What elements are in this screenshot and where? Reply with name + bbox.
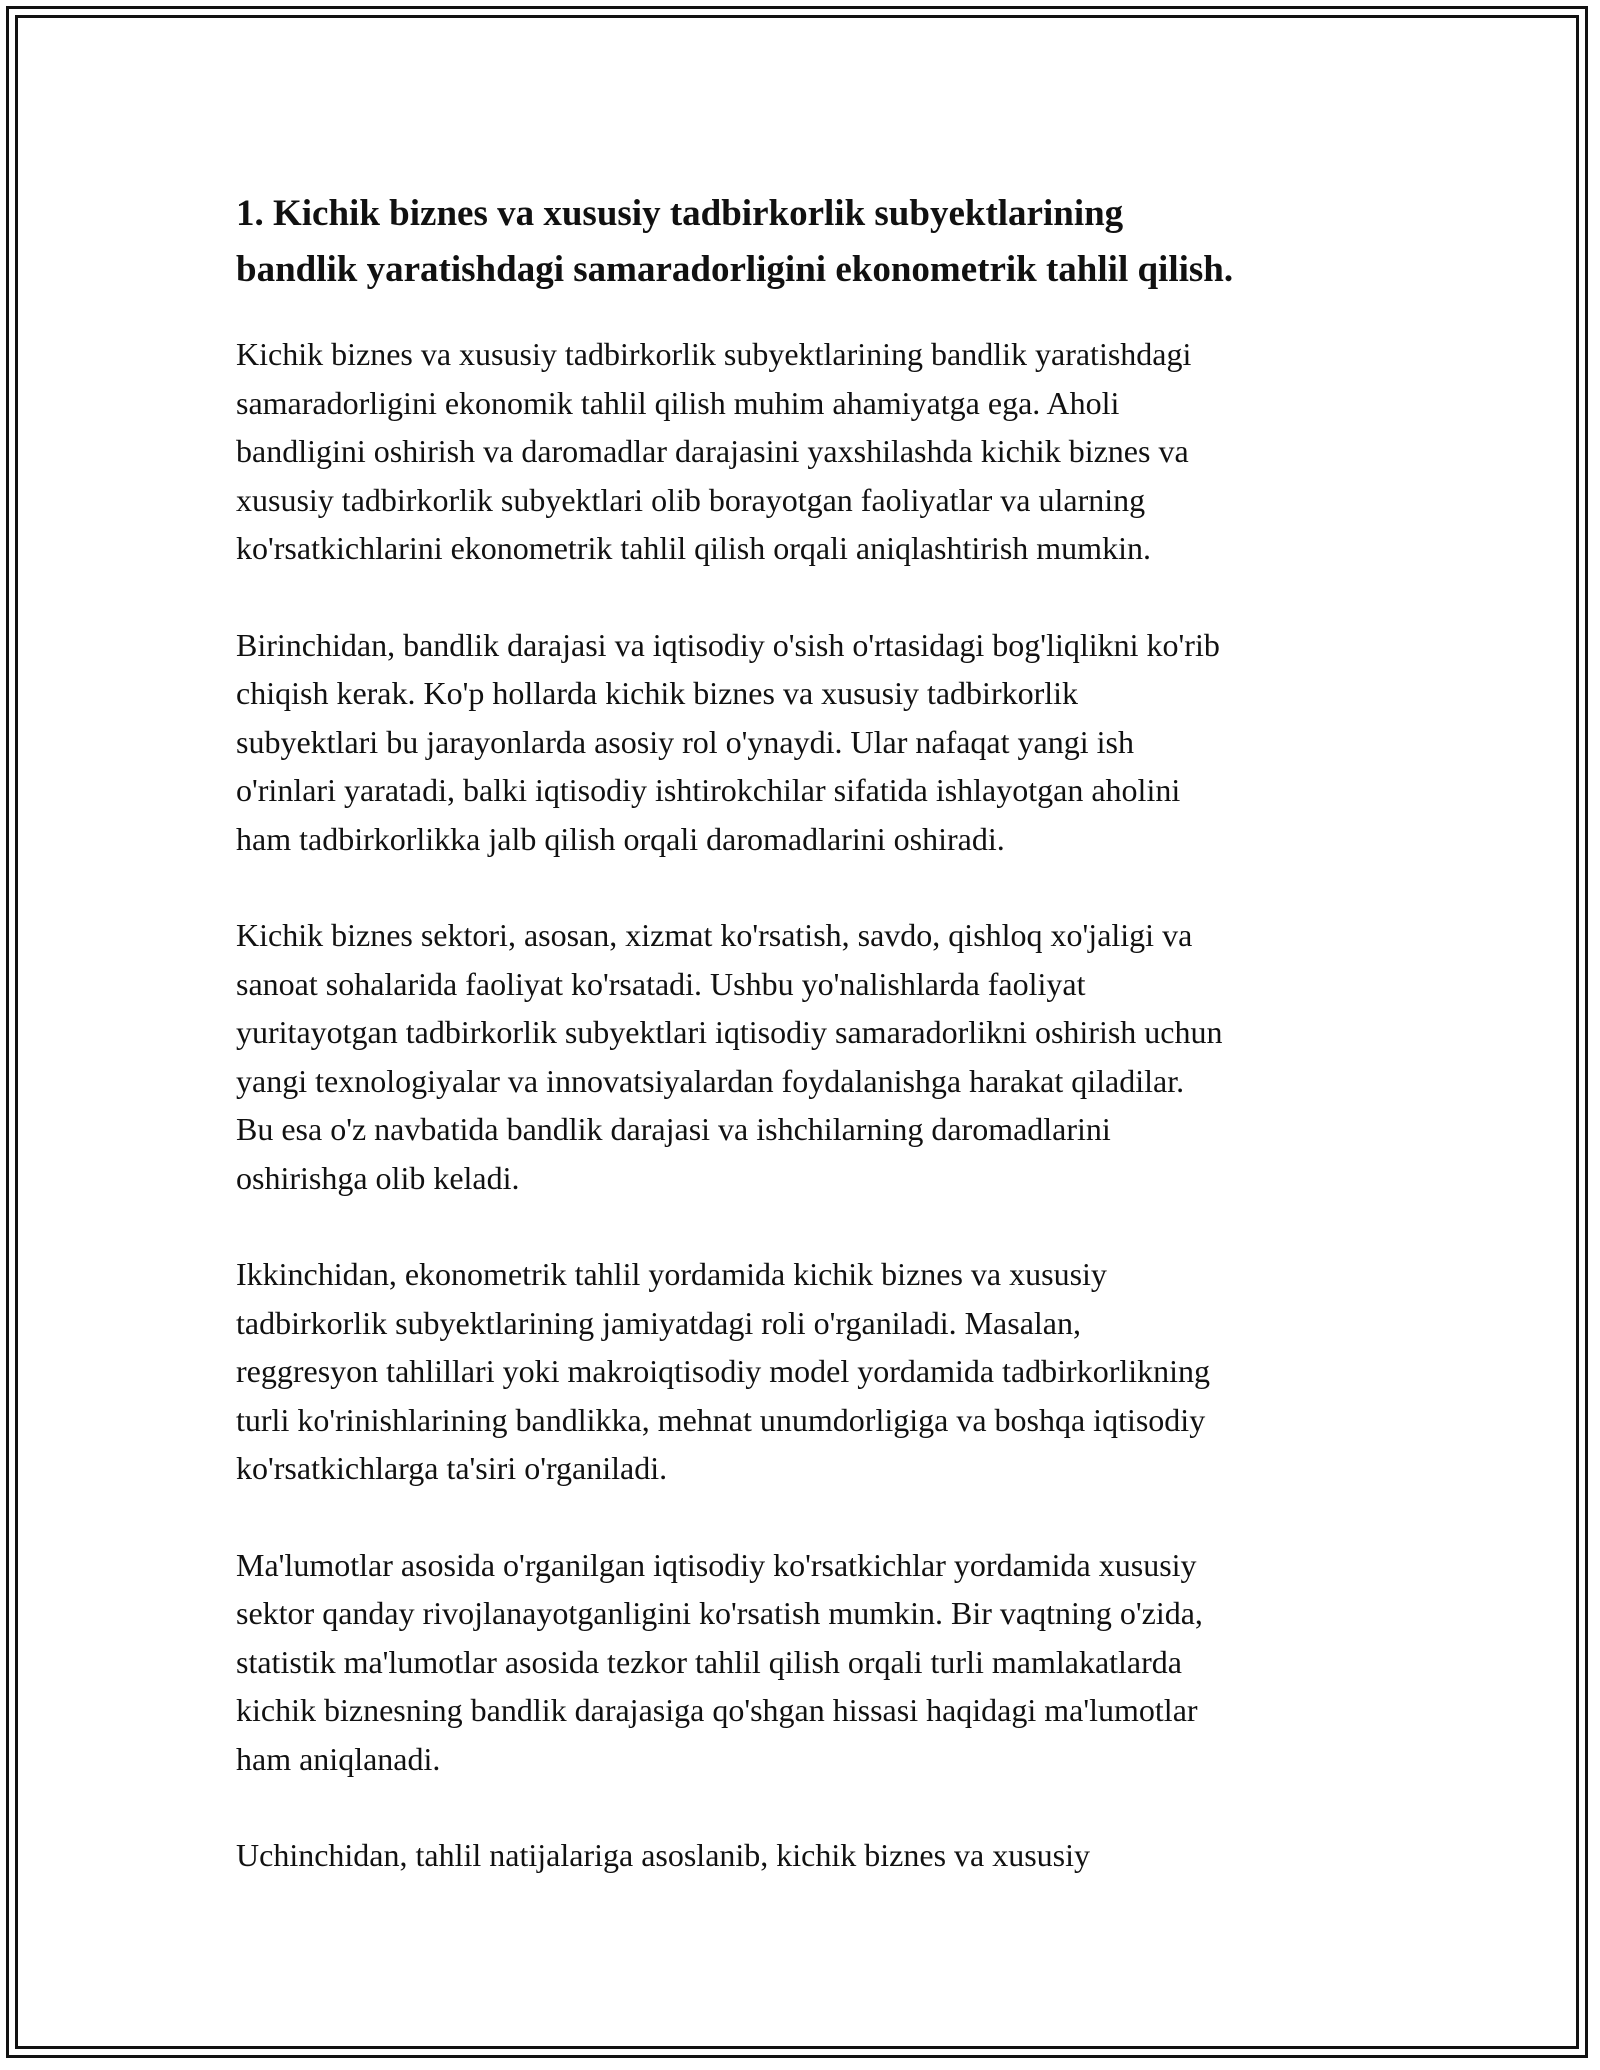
title-line: bandlik yaratishdagi samaradorligini ekonometrik tahlil qilish.	[236, 249, 1234, 290]
paragraph-2	[236, 621, 1376, 864]
text-line: sanoat sohalarida faoliyat ko'rsatadi. Ushbu yo'nalishlarda faoliyat	[236, 965, 1086, 1002]
text-line: oshirishga olib keladi.	[236, 1159, 520, 1196]
paragraph-5	[236, 1541, 1376, 1784]
paragraph-1	[236, 330, 1376, 573]
text-line: ham aniqlanadi.	[236, 1740, 441, 1777]
text-line: statistik ma'lumotlar asosida tezkor tahlil qilish orqali turli mamlakatlarda	[236, 1643, 1182, 1680]
section-title	[236, 186, 1376, 298]
text-line: ko'rsatkichlarga ta'siri o'rganiladi.	[236, 1450, 668, 1486]
text-line: turli ko'rinishlarining bandlikka, mehnat unumdorligiga va boshqa iqtisodiy	[236, 1401, 1206, 1438]
text-line: Uchinchidan, tahlil natijalariga asoslanib, kichik biznes va xususiy	[236, 1837, 1091, 1873]
title-line: 1. Kichik biznes va xususiy tadbirkorlik subyektlarining	[236, 193, 1124, 234]
text-line: Ma'lumotlar asosida o'rganilgan iqtisodiy ko'rsatkichlar yordamida xususiy	[236, 1546, 1197, 1583]
text-line: kichik biznesning bandlik darajasiga qo'shgan hissasi haqidagi ma'lumotlar	[236, 1692, 1198, 1728]
paragraph-3	[236, 911, 1376, 1202]
text-line: o'rinlari yaratadi, balki iqtisodiy ishtirokchilar sifatida ishlayotgan aholini	[236, 772, 1181, 808]
text-line: yangi texnologiyalar va innovatsiyalardan foydalanishga harakat qiladilar.	[236, 1062, 1185, 1099]
text-line: Bu esa o'z navbatida bandlik darajasi va ishchilarning daromadlarini	[236, 1111, 1111, 1147]
text-line: xususiy tadbirkorlik subyektlari olib borayotgan faoliyatlar va ularning	[236, 481, 1146, 518]
text-line: chiqish kerak. Ko'p hollarda kichik biznes va xususiy tadbirkorlik	[236, 675, 1079, 711]
text-line: sektor qanday rivojlanayotganligini ko'rsatish mumkin. Bir vaqtning o'zida,	[236, 1595, 1203, 1631]
text-line: ko'rsatkichlarini ekonometrik tahlil qilish orqali aniqlashtirish mumkin.	[236, 530, 1151, 566]
text-line: ham tadbirkorlikka jalb qilish orqali daromadlarini oshiradi.	[236, 820, 1005, 857]
text-line: Ikkinchidan, ekonometrik tahlil yordamida kichik biznes va xususiy	[236, 1256, 1107, 1292]
text-line: bandligini oshirish va daromadlar darajasini yaxshilashda kichik biznes va	[236, 433, 1189, 469]
paragraph-4	[236, 1250, 1376, 1493]
text-line: samaradorligini ekonomik tahlil qilish muhim ahamiyatga ega. Aholi	[236, 384, 1120, 421]
text-line: yuritayotgan tadbirkorlik subyektlari iqtisodiy samaradorlikni oshirish uchun	[236, 1014, 1223, 1050]
paragraph-6	[236, 1831, 1376, 1880]
text-line: Birinchidan, bandlik darajasi va iqtisodiy o'sish o'rtasidagi bog'liqlikni ko'rib	[236, 626, 1220, 663]
text-line: subyektlari bu jarayonlarda asosiy rol o'ynaydi. Ular nafaqat yangi ish	[236, 723, 1134, 760]
text-line: tadbirkorlik subyektlarining jamiyatdagi roli o'rganiladi. Masalan,	[236, 1304, 1081, 1341]
text-line: reggresyon tahlillari yoki makroiqtisodiy model yordamida tadbirkorlikning	[236, 1353, 1211, 1389]
text-line: Kichik biznes va xususiy tadbirkorlik subyektlarining bandlik yaratishdagi	[236, 336, 1192, 372]
document-body	[236, 186, 1376, 1880]
text-line: Kichik biznes sektori, asosan, xizmat ko'rsatish, savdo, qishloq xo'jaligi va	[236, 917, 1193, 953]
